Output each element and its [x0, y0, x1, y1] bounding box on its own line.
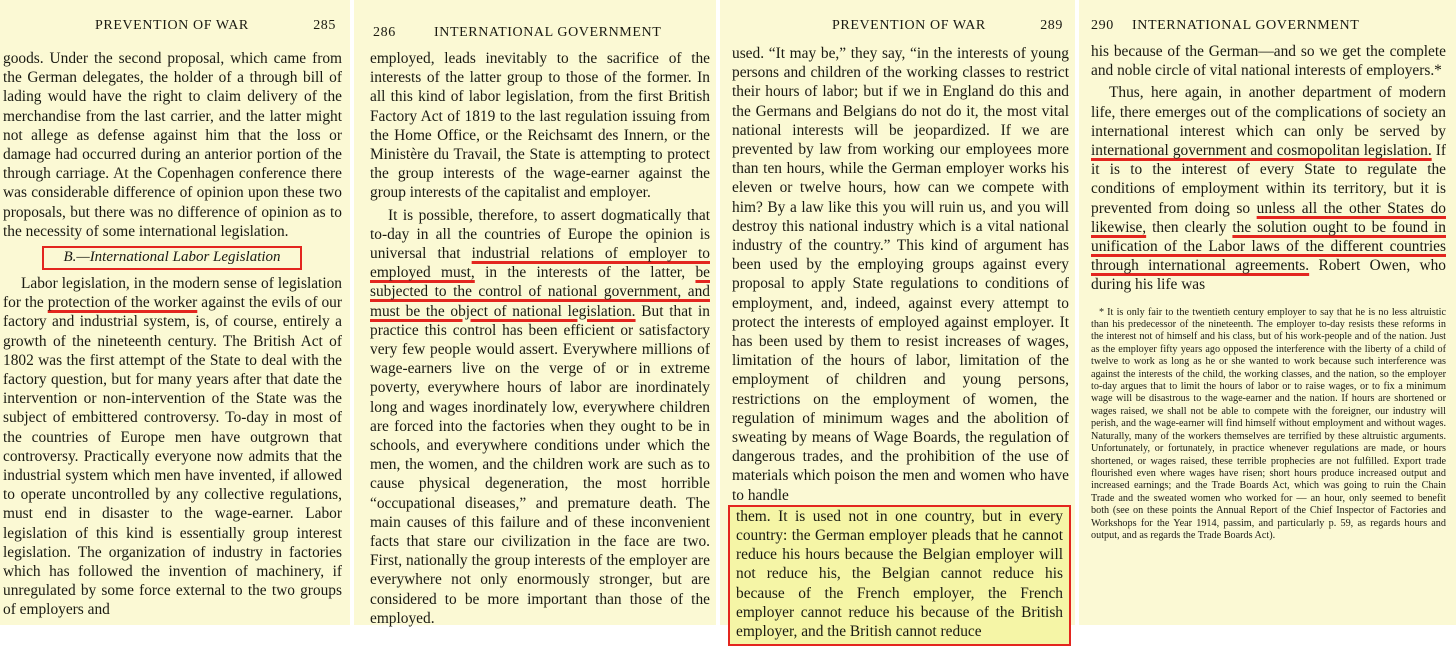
page-290 — [1079, 0, 1456, 625]
running-title: INTERNATIONAL GOVERNMENT — [1132, 18, 1360, 33]
running-title: PREVENTION OF WAR — [832, 18, 986, 33]
page-289 — [720, 0, 1075, 641]
page-body — [3, 49, 342, 620]
page-number: 286 — [373, 25, 396, 40]
underlined-text: international government and cosmopolitan legislation. — [1091, 142, 1432, 160]
text-run: Robert Owen, who during his life was — [1091, 257, 1446, 294]
page-number: 285 — [313, 18, 336, 33]
paragraph: employed, leads inevitably to the sacrifice of the interests of the latter group to those of the former. In all this kind of labor legislation, from the first British Factory Act of 1819 to the last regulation issuing from the Home Office, or the Reichsamt des Innern, or the Ministère du Travail, the State is attempting to protect the group interests of the wage-earner against the group interests of the capitalist and employer. — [370, 50, 710, 202]
page-285 — [0, 0, 350, 625]
underlined-text: industrial relations of employer to employed must, — [370, 245, 710, 282]
running-head — [3, 18, 342, 40]
running-title: PREVENTION OF WAR — [95, 18, 249, 33]
underlined-text: protection of the worker — [47, 294, 198, 312]
underlined-text: unless all the other States do likewise, — [1091, 199, 1446, 236]
text-run: against the evils of our factory and industrial system, is, of course, entirely a growth of the nineteenth century. The British Act of 1802 was the first attempt of the State to deal with the factory question, but for many years after that date the intervention or non-intervention of the State was the subject of embittered controversy. To-day in most of the countries of Europe men have outgrown that controversy. Practically everyone now admits that the industrial system which men have invented, if allowed to operate uncontrolled by any collective regulations, must end in disaster to the wage-earner. Labor legislation of this kind is essentially group interest legislation. The organization of industry in factories which has followed the invention of machinery, if unregulated by some force external to the two groups of employers and — [3, 294, 342, 619]
underlined-text: the solution ought to be found in unification of the Labor laws of the different countries through international agreements. — [1091, 218, 1446, 275]
footnote — [1091, 307, 1446, 543]
running-head — [732, 18, 1069, 40]
running-title: INTERNATIONAL GOVERNMENT — [434, 25, 662, 40]
highlighted-passage — [728, 505, 1071, 646]
text-run: But that in practice this control has been efficient or satisfactory very few people would assert. Everywhere millions of wage-earners live on the verge of or in extreme poverty, everywhere hours of labor are inordinately long and wages inordinately low, everywhere children are forced into the factories when they ought to be in schools, and everywhere conditions under which the men, the women, and the children work are such as to cause physical degeneration, the most horrible “occupational diseases,” and premature death. The main causes of this failure and of these inconvenient facts that stare our civilization in the face are two. First, nationally the group interests of the employer are everywhere not only enormously stronger, but are considered to be more important than those of the employed. — [370, 302, 710, 627]
paragraph — [370, 206, 710, 628]
page-number: 290 — [1091, 18, 1114, 33]
text-run: It is possible, therefore, to assert dogmatically that to-day in all the countries of Europe the opinion is universal that — [370, 206, 710, 263]
page-body — [1091, 42, 1446, 295]
page-body — [370, 49, 710, 628]
text-run: If it is to the interest of every State to regulate the conditions of employment within its territory, but it is prevented from doing so — [1091, 142, 1446, 217]
page-number: 289 — [1040, 18, 1063, 33]
text-run: Labor legislation, in the modern sense of legislation for the — [3, 275, 342, 312]
paragraph: goods. Under the second proposal, which came from the German delegates, the holder of a through bill of lading would have the right to claim delivery of the merchandise from the last carrier, and the latter might not allege as defense against him that the loss or damage had occurred during an anterior portion of the through carriage. At the Copenhagen conference there was considerable difference of opinion upon these two proposals, but there was no difference of opinion as to the necessity of some international legislation. — [3, 50, 342, 240]
text-run: then clearly — [1146, 218, 1233, 236]
paragraph: used. “It may be,” they say, “in the interests of young persons and children of the working classes to restrict their hours of labor; but if we in England do this and the Germans and Belgians do not do it, the most vital national interests will be jeopardized. If we are prevented by law from working our employees more than ten hours, while the German employer works his eleven or twelve hours, how can we compete with him? By a law like this you will ruin us, and you will destroy this national industry which is a vital national industry of the country.” This kind of argument has been used by the employing groups against every proposal to apply State regulations to conditions of employment, and, indeed, against every attempt to protect the interests of employed against employer. It has been used by them to resist increases of wages, limitation of the hours of labor, limitation of the employment of children and young persons, restrictions on the employment of women, the regulation of minimum wages and the abolition of sweating by means of Wage Boards, the regulation of dangerous trades, and the prohibition of the use of materials which poison the men and women who have to handle — [732, 45, 1069, 504]
running-head — [1091, 18, 1446, 40]
page-286 — [354, 0, 716, 625]
text-run: in the interests of the latter, — [474, 264, 696, 282]
underlined-text: be subjected to the control of national government, and must be the object of national legislation. — [370, 264, 710, 320]
paragraph — [1091, 83, 1446, 294]
running-head — [370, 25, 710, 47]
paragraph — [3, 274, 342, 620]
paragraph: his because of the German—and so we get the complete and noble circle of vital national interests of employers.* — [1091, 43, 1446, 80]
footnote-text: It is only fair to the twentieth century employer to say that he is no less altruistic than his predecessor of the nineteenth. The employer to-day resists these reforms in the interest not of himself and his class, but of his work-people and of the nation. Just as the employer fifty years ago opposed the interference with the liberty of a child of twelve to work as long as he or she wanted to work because such interference was against the interests of the child, the working classes, and the nation, so the employer to-day argues that to limit the hours of labor or to raise wages, or to fix a minimum wage will be disastrous to the wage-earner and the nation. If hours are shortened or wages raised, we shall not be able to compete with the foreigner, our industry will perish, and the wage-earner will find himself without employment and without wages. Naturally, many of the workers themselves are terrified by these altruistic arguments. Unfortunately, or fortunately, in practice whenever regulations are made, or hours shortened, or wages raised, these terrible prophecies are not fulfilled. Export trade flourished even where wages have risen; short hours produce increased output and increased earnings; and the Trade Boards Act, which was going to ruin the Chain Trade and the sweated women who worked for — an hour, only seemed to benefit both (see on these points the Annual Report of the Chief Inspector of Factories and Workshops for the Year 1914, passim, and particularly p. 59, as regards hours and output, and as regards the Trade Boards Act). — [1091, 306, 1446, 541]
section-heading-boxed: B.—International Labor Legislation — [42, 246, 302, 270]
page-body — [732, 44, 1069, 646]
text-run: Thus, here again, in another department of modern life, there emerges out of the complications of society an international interest which can only be served by — [1091, 84, 1446, 140]
paragraph: them. It is used not in one country, but in every country: the German employer pleads that he cannot reduce his hours because the Belgian employer will not reduce his, the Belgian cannot reduce his because of the French employer, the French employer cannot reduce his because of the British employer, and the British cannot reduce — [736, 507, 1063, 641]
footnote-marker: * — [1099, 306, 1105, 318]
